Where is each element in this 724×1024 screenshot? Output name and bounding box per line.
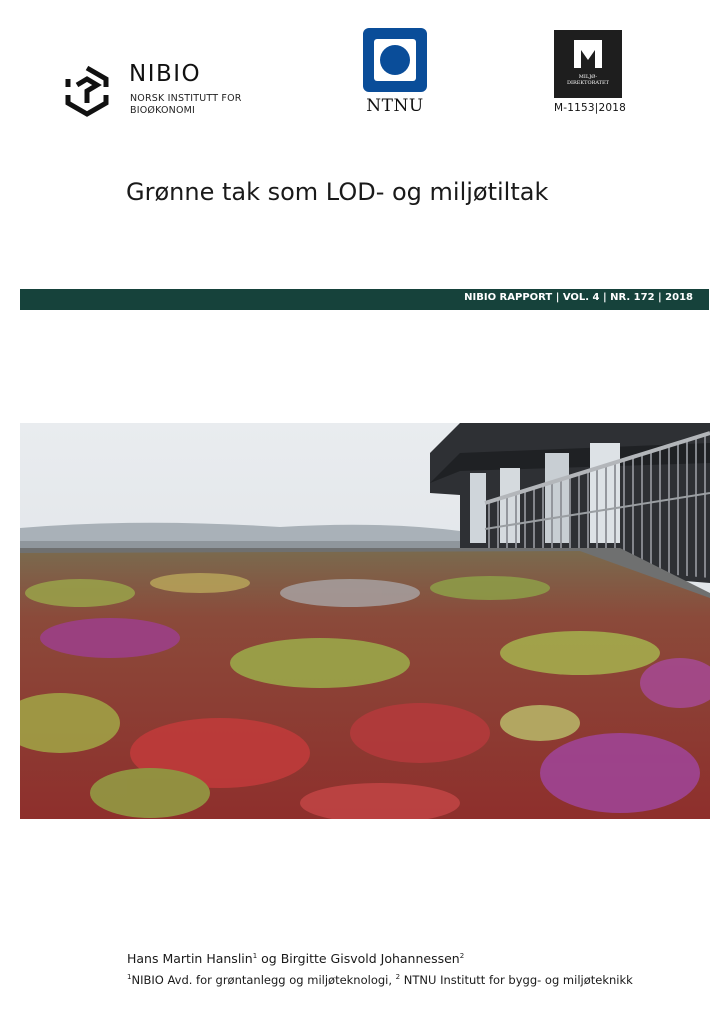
nibio-name: NIBIO (129, 61, 202, 87)
authors-line (127, 951, 464, 966)
author-connector: og (257, 951, 281, 966)
affiliation-text: NIBIO Avd. for grøntanlegg og miljøteknologi, (131, 973, 396, 987)
author-affiliation-marker: 1 (252, 951, 258, 960)
author-name: Birgitte Gisvold Johannessen (280, 951, 460, 966)
green-roof-photo (20, 423, 710, 819)
affiliation-marker: 1 (127, 973, 132, 982)
report-title: Grønne tak som LOD- og miljøtiltak (126, 178, 549, 206)
miljodirektoratet-name: MILJØ- DIREKTORATET (567, 74, 609, 86)
affiliation-text: NTNU Institutt for bygg- og miljøteknikk (400, 973, 633, 987)
ntnu-logo (362, 28, 430, 118)
cover-photo (20, 423, 710, 819)
ntnu-square-icon (363, 28, 427, 92)
series-info: NIBIO RAPPORT | VOL. 4 | NR. 172 | 2018 (464, 292, 693, 303)
series-bar (20, 289, 709, 310)
miljodirektoratet-icon (554, 30, 622, 74)
affiliation-marker: 2 (395, 973, 401, 982)
ntnu-wordmark: NTNU (366, 96, 424, 116)
miljodirektoratet-logo (554, 30, 626, 120)
author-name: Hans Martin Hanslin (127, 951, 253, 966)
report-code: M-1153|2018 (554, 102, 627, 114)
nibio-logo (63, 63, 253, 123)
affiliations-line (127, 973, 633, 987)
nibio-subtitle: NORSK INSTITUTT FOR BIOØKONOMI (130, 93, 242, 116)
author-affiliation-marker: 2 (459, 951, 465, 960)
miljodirektoratet-badge (554, 30, 622, 98)
nibio-hexagon-icon (63, 65, 111, 117)
